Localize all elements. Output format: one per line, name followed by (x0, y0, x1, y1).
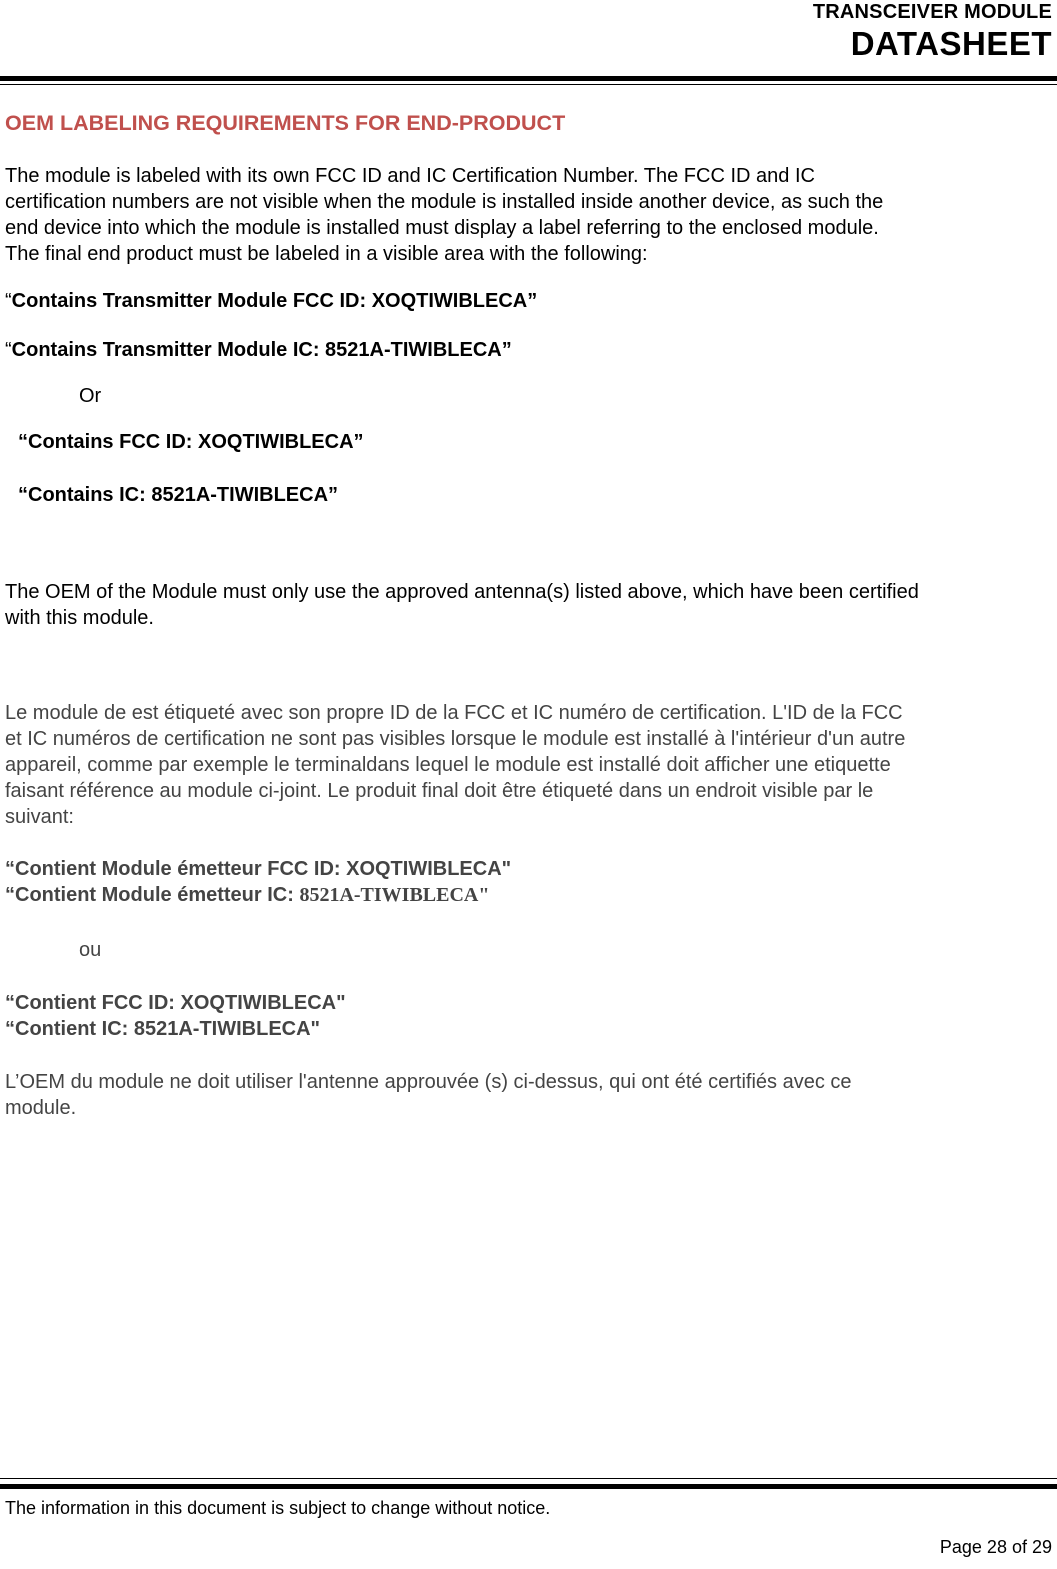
header-rule-thin (0, 84, 1057, 85)
french-label-fcc: “Contient Module émetteur FCC ID: XOQTIWIBLECA" (5, 858, 512, 880)
intro-line: end device into which the module is installed must display a label referring to the enclosed module. (5, 217, 879, 239)
section-heading: OEM LABELING REQUIREMENTS FOR END-PRODUCT (5, 111, 566, 135)
label-ic-text: Contains Transmitter Module IC: 8521A-TIWIBLECA” (11, 339, 512, 361)
footer-rule-thin (0, 1478, 1057, 1479)
intro-line: certification numbers are not visible when the module is installed inside another device, as such the (5, 191, 884, 213)
alt-label-ic: “Contains IC: 8521A-TIWIBLECA” (18, 484, 339, 506)
french-intro-line: appareil, comme par exemple le terminaldans lequel le module est installé doit afficher une etiquette (5, 754, 891, 776)
french-intro-line: Le module de est étiqueté avec son propre ID de la FCC et IC numéro de certification. L'ID de la FCC (5, 702, 903, 724)
label-fcc-text: Contains Transmitter Module FCC ID: XOQTIWIBLECA” (11, 290, 538, 312)
label-ic-line (5, 337, 512, 363)
antenna-line: with this module. (5, 607, 154, 629)
french-label-ic-value: 8521A-TIWIBLECA" (299, 884, 490, 906)
french-label-ic (5, 882, 489, 908)
footer-notice: The information in this document is subject to change without notice. (5, 1498, 551, 1518)
french-antenna-line: L’OEM du module ne doit utiliser l'antenne approuvée (s) ci-dessus, qui ont été certifiés avec ce (5, 1071, 852, 1093)
french-intro-line: et IC numéros de certification ne sont pas visibles lorsque le module est installé à l'intérieur d'un autre (5, 728, 906, 750)
or-separator: Or (79, 385, 102, 407)
label-fcc-line (5, 288, 537, 314)
page-number: Page 28 of 29 (939, 1537, 1052, 1557)
french-alt-fcc: “Contient FCC ID: XOQTIWIBLECA" (5, 992, 346, 1014)
label-open-quote: “ (5, 339, 12, 361)
intro-line: The final end product must be labeled in a visible area with the following: (5, 243, 648, 265)
alt-label-fcc: “Contains FCC ID: XOQTIWIBLECA” (18, 431, 364, 453)
french-label-ic-prefix: “Contient Module émetteur IC: (5, 884, 300, 906)
label-open-quote: “ (5, 290, 12, 312)
ou-separator: ou (79, 939, 102, 961)
intro-line: The module is labeled with its own FCC ID and IC Certification Number. The FCC ID and IC (5, 165, 815, 187)
french-antenna-line: module. (5, 1097, 77, 1119)
french-alt-ic: “Contient IC: 8521A-TIWIBLECA" (5, 1018, 321, 1040)
antenna-line: The OEM of the Module must only use the approved antenna(s) listed above, which have been certified (5, 581, 919, 603)
french-intro-line: suivant: (5, 806, 74, 828)
header-title-datasheet: DATASHEET (850, 25, 1052, 62)
header-title-module: TRANSCEIVER MODULE (812, 1, 1052, 23)
footer-rule-thick (0, 1484, 1057, 1489)
french-intro-line: faisant référence au module ci-joint. Le produit final doit être étiqueté dans un endroit visible par le (5, 780, 874, 802)
header-rule-thick (0, 76, 1057, 81)
